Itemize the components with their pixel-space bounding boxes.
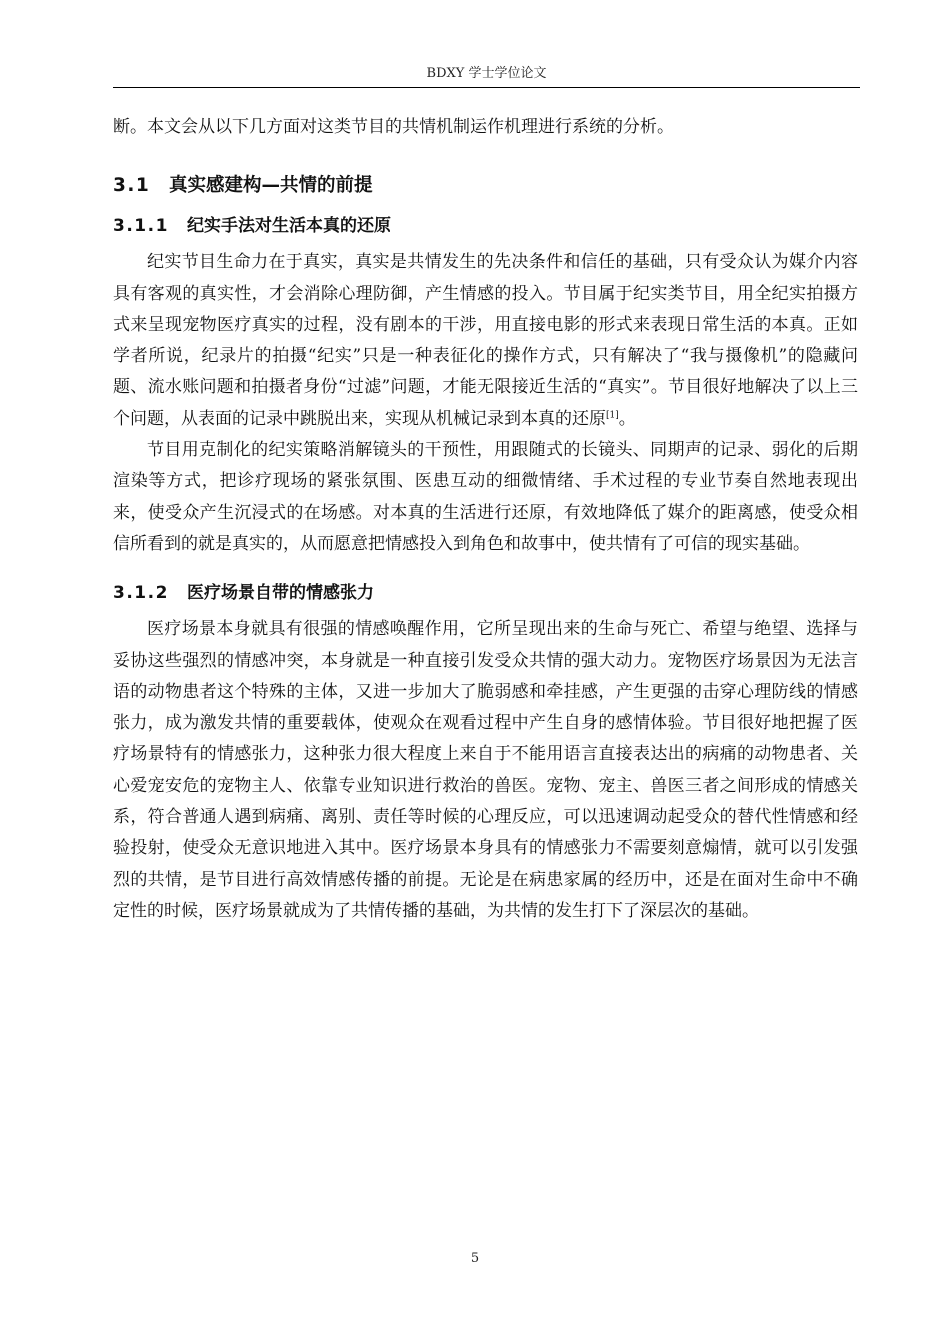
subsection-heading	[113, 211, 858, 241]
body-paragraph	[113, 247, 858, 435]
header-rule	[113, 87, 860, 88]
subsection-title: 医疗场景自带的情感张力	[187, 583, 374, 604]
running-header: BDXY 学士学位论文	[426, 66, 547, 81]
section-heading	[113, 171, 858, 201]
body-paragraph: 节目用克制化的纪实策略消解镜头的干预性，用跟随式的长镜头、同期声的记录、弱化的后期渲染等方式，把诊疗现场的紧张氛围、医患互动的细微情绪、手术过程的专业节奏自然地表现出来，使受众产生沉浸式的在场感。对本真的生活进行还原，有效地降低了媒介的距离感，使受众相信所看到的就是真实的，从而愿意把情感投入到角色和故事中，使共情有了可信的现实基础。	[113, 440, 858, 554]
subsection-number: 3.1.1	[113, 216, 169, 237]
paragraph-end: 。	[618, 408, 636, 429]
page-number: 5	[470, 1251, 480, 1266]
section-title: 真实感建构—共情的前提	[169, 175, 373, 197]
citation-marker: [1]	[606, 410, 619, 421]
paragraph-text: 纪实节目生命力在于真实，真实是共情发生的先决条件和信任的基础，只有受众认为媒介内容具有客观的真实性，才会消除心理防御，产生情感的投入。节目属于纪实类节目，用全纪实拍摄方式来呈现宠物医疗真实的过程，没有剧本的干涉，用直接电影的形式来表现日常生活的本真。正如学者所说，纪录片的拍摄“纪实”只是一种表征化的操作方式，只有解决了“我与摄像机”的隐藏问题、流水账问题和拍摄者身份“过滤”问题，才能无限接近生活的“真实”。节目很好地解决了以上三个问题，从表面的记录中跳脱出来，实现从机械记录到本真的还原	[113, 252, 858, 429]
page-body	[113, 112, 858, 927]
subsection-title: 纪实手法对生活本真的还原	[187, 216, 391, 237]
body-paragraph: 医疗场景本身就具有很强的情感唤醒作用，它所呈现出来的生命与死亡、希望与绝望、选择与妥协这些强烈的情感冲突，本身就是一种直接引发受众共情的强大动力。宠物医疗场景因为无法言语的动物患者这个特殊的主体，又进一步加大了脆弱感和牵挂感，产生更强的击穿心理防线的情感张力，成为激发共情的重要载体，使观众在观看过程中产生自身的感情体验。节目很好地把握了医疗场景特有的情感张力，这种张力很大程度上来自于不能用语言直接表达出的病痛的动物患者、关心爱宠安危的宠物主人、依靠专业知识进行救治的兽医。宠物、宠主、兽医三者之间形成的情感关系，符合普通人遇到病痛、离别、责任等时候的心理反应，可以迅速调动起受众的替代性情感和经验投射，使受众无意识地进入其中。医疗场景本身具有的情感张力不需要刻意煽情，就可以引发强烈的共情，是节目进行高效情感传播的前提。无论是在病患家属的经历中，还是在面对生命中不确定性的时候，医疗场景就成为了共情传播的基础，为共情的发生打下了深层次的基础。	[113, 619, 858, 921]
subsection-heading	[113, 578, 858, 608]
section-number: 3.1	[113, 175, 151, 197]
subsection-number: 3.1.2	[113, 583, 169, 604]
continued-paragraph: 断。本文会从以下几方面对这类节目的共情机制运作机理进行系统的分析。	[113, 117, 674, 137]
